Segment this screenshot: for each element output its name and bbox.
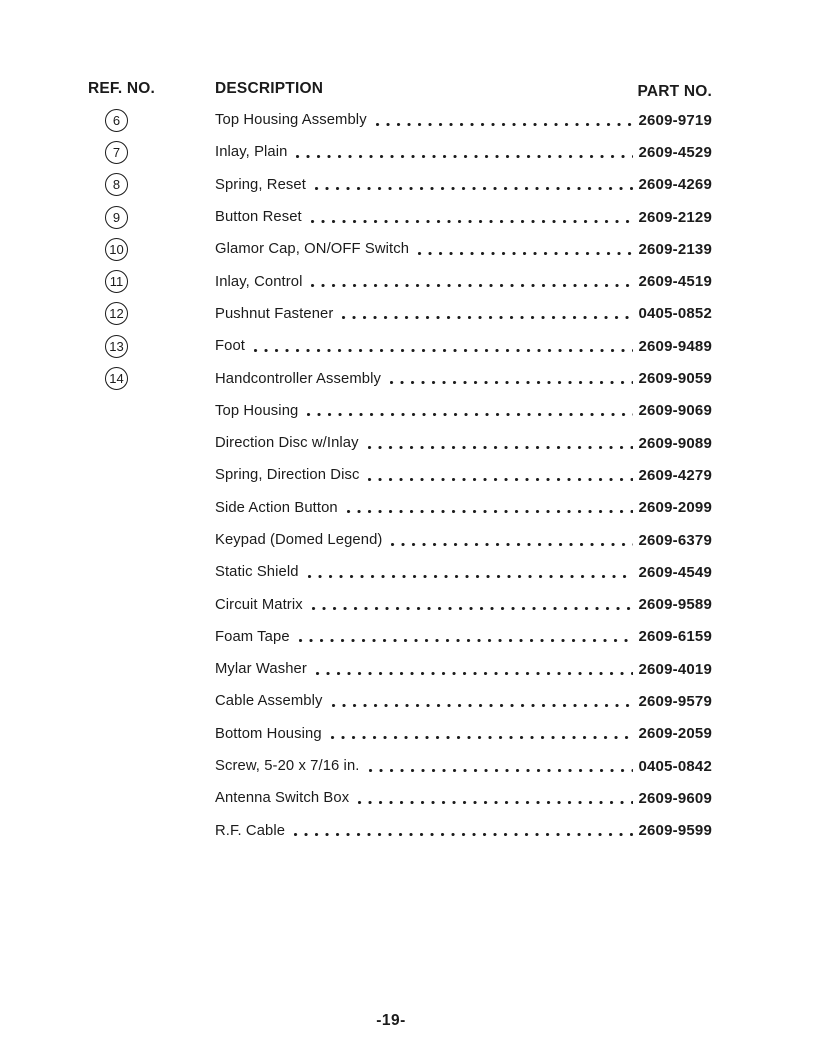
part-no-cell: 2609-4279 (638, 466, 712, 484)
table-row (88, 362, 712, 394)
part-no-cell: 0405-0842 (638, 757, 712, 775)
dot-leader (297, 621, 634, 653)
part-no-cell: 2609-2059 (638, 725, 712, 743)
dot-leader (416, 233, 633, 265)
description-cell: Bottom Housing (215, 725, 322, 742)
table-body (88, 104, 712, 847)
ref-no-badge (105, 173, 128, 196)
table-row (88, 136, 712, 168)
ref-no-cell (88, 109, 215, 132)
dot-leader (340, 298, 633, 330)
dot-leader (366, 459, 633, 491)
part-no-cell: 2609-9069 (638, 402, 712, 420)
dot-leader (367, 750, 634, 782)
table-row (88, 685, 712, 717)
dot-leader (374, 104, 634, 136)
ref-no-cell (88, 270, 215, 293)
table-row (88, 330, 712, 362)
description-cell: Screw, 5-20 x 7/16 in. (215, 758, 360, 775)
table-row (88, 524, 712, 556)
description-cell: Top Housing Assembly (215, 112, 367, 129)
ref-no-cell (88, 367, 215, 390)
table-row (88, 621, 712, 653)
dot-leader (330, 685, 634, 717)
part-no-cell: 2609-6379 (638, 531, 712, 549)
ref-no-badge (105, 206, 128, 229)
description-cell: Spring, Direction Disc (215, 467, 360, 484)
ref-no-cell (88, 658, 215, 681)
description-cell: Cable Assembly (215, 693, 323, 710)
ref-no-cell (88, 819, 215, 842)
page-number: -19- (376, 1012, 406, 1029)
part-no-cell: 2609-6159 (638, 628, 712, 646)
ref-no-cell (88, 561, 215, 584)
description-cell: Spring, Reset (215, 176, 306, 193)
ref-no-label: 13 (109, 338, 124, 354)
table-row (88, 815, 712, 847)
dot-leader (252, 330, 633, 362)
table-row (88, 556, 712, 588)
dot-leader (305, 395, 633, 427)
part-no-cell: 2609-2129 (638, 208, 712, 226)
table-row (88, 782, 712, 814)
ref-no-badge (105, 367, 128, 390)
part-no-cell: 2609-4519 (638, 273, 712, 291)
table-row (88, 492, 712, 524)
ref-no-cell (88, 335, 215, 358)
table-row (88, 718, 712, 750)
part-no-cell: 2609-9599 (638, 822, 712, 840)
dot-leader (313, 169, 634, 201)
table-header (88, 80, 712, 100)
ref-no-cell (88, 593, 215, 616)
dot-leader (310, 588, 634, 620)
ref-no-badge (105, 141, 128, 164)
dot-leader (329, 718, 634, 750)
ref-no-cell (88, 238, 215, 261)
ref-no-badge (105, 238, 128, 261)
description-cell: Antenna Switch Box (215, 790, 350, 807)
table-row (88, 588, 712, 620)
dot-leader (314, 653, 634, 685)
table-row (88, 265, 712, 297)
part-no-cell: 2609-9719 (638, 111, 712, 129)
ref-no-cell (88, 625, 215, 648)
description-cell: R.F. Cable (215, 822, 286, 839)
ref-no-cell (88, 529, 215, 552)
ref-no-cell (88, 302, 215, 325)
part-no-cell: 2609-9089 (638, 434, 712, 452)
table-row (88, 653, 712, 685)
table-row (88, 298, 712, 330)
ref-no-cell (88, 173, 215, 196)
parts-table (88, 80, 712, 847)
ref-no-badge (105, 109, 128, 132)
ref-no-cell (88, 432, 215, 455)
table-row (88, 233, 712, 265)
description-cell: Direction Disc w/Inlay (215, 435, 359, 452)
ref-no-cell (88, 464, 215, 487)
ref-no-column-header: REF. NO. (88, 80, 156, 97)
part-no-cell: 2609-2139 (638, 240, 712, 258)
ref-no-label: 7 (112, 144, 121, 160)
dot-leader (294, 136, 633, 168)
dot-leader (356, 782, 633, 814)
part-no-cell: 2609-9609 (638, 789, 712, 807)
ref-no-label: 9 (112, 209, 121, 225)
ref-no-label: 11 (109, 274, 124, 290)
ref-no-label: 10 (109, 241, 124, 257)
description-cell: Handcontroller Assembly (215, 370, 381, 387)
description-cell: Foot (215, 338, 246, 355)
description-cell: Glamor Cap, ON/OFF Switch (215, 241, 410, 258)
ref-no-label: 12 (109, 306, 124, 322)
part-no-cell: 2609-9059 (638, 370, 712, 388)
table-row (88, 427, 712, 459)
dot-leader (345, 492, 634, 524)
ref-no-cell (88, 496, 215, 519)
table-row (88, 104, 712, 136)
description-cell: Foam Tape (215, 628, 290, 645)
part-no-cell: 2609-2099 (638, 499, 712, 517)
description-cell: Side Action Button (215, 499, 338, 516)
ref-no-label: 8 (112, 177, 121, 193)
ref-no-label: 6 (112, 112, 121, 128)
ref-no-cell (88, 206, 215, 229)
ref-no-cell (88, 722, 215, 745)
dot-leader (309, 265, 633, 297)
description-cell: Mylar Washer (215, 661, 307, 678)
part-no-cell: 2609-9489 (638, 337, 712, 355)
description-column-header: DESCRIPTION (215, 80, 324, 97)
part-no-cell: 2609-4529 (638, 143, 712, 161)
table-row (88, 201, 712, 233)
description-cell: Keypad (Domed Legend) (215, 532, 383, 548)
ref-no-label: 14 (109, 371, 124, 387)
ref-no-cell (88, 787, 215, 810)
ref-no-badge (105, 335, 128, 358)
dot-leader (366, 427, 634, 459)
dot-leader (388, 362, 633, 394)
description-cell: Pushnut Fastener (215, 305, 334, 322)
part-no-cell: 2609-4549 (638, 563, 712, 581)
table-row (88, 169, 712, 201)
part-no-cell: 2609-9579 (638, 692, 712, 710)
ref-no-cell (88, 690, 215, 713)
table-row (88, 395, 712, 427)
part-no-cell: 2609-4019 (638, 660, 712, 678)
part-no-cell: 2609-9589 (638, 596, 712, 614)
description-cell: Button Reset (215, 209, 302, 226)
part-no-cell: 0405-0852 (638, 305, 712, 323)
part-no-column-header: PART NO. (637, 83, 712, 100)
part-no-cell: 2609-4269 (638, 176, 712, 194)
dot-leader (389, 524, 633, 556)
description-cell: Circuit Matrix (215, 596, 303, 613)
description-cell: Static Shield (215, 564, 299, 581)
ref-no-cell (88, 755, 215, 778)
description-cell: Inlay, Control (215, 273, 303, 290)
ref-no-cell (88, 141, 215, 164)
dot-leader (309, 201, 634, 233)
ref-no-badge (105, 302, 128, 325)
table-row (88, 459, 712, 491)
ref-no-badge (105, 270, 128, 293)
table-row (88, 750, 712, 782)
description-cell: Inlay, Plain (215, 144, 288, 161)
description-cell: Top Housing (215, 402, 299, 419)
ref-no-cell (88, 399, 215, 422)
dot-leader (306, 556, 634, 588)
dot-leader (292, 815, 633, 847)
